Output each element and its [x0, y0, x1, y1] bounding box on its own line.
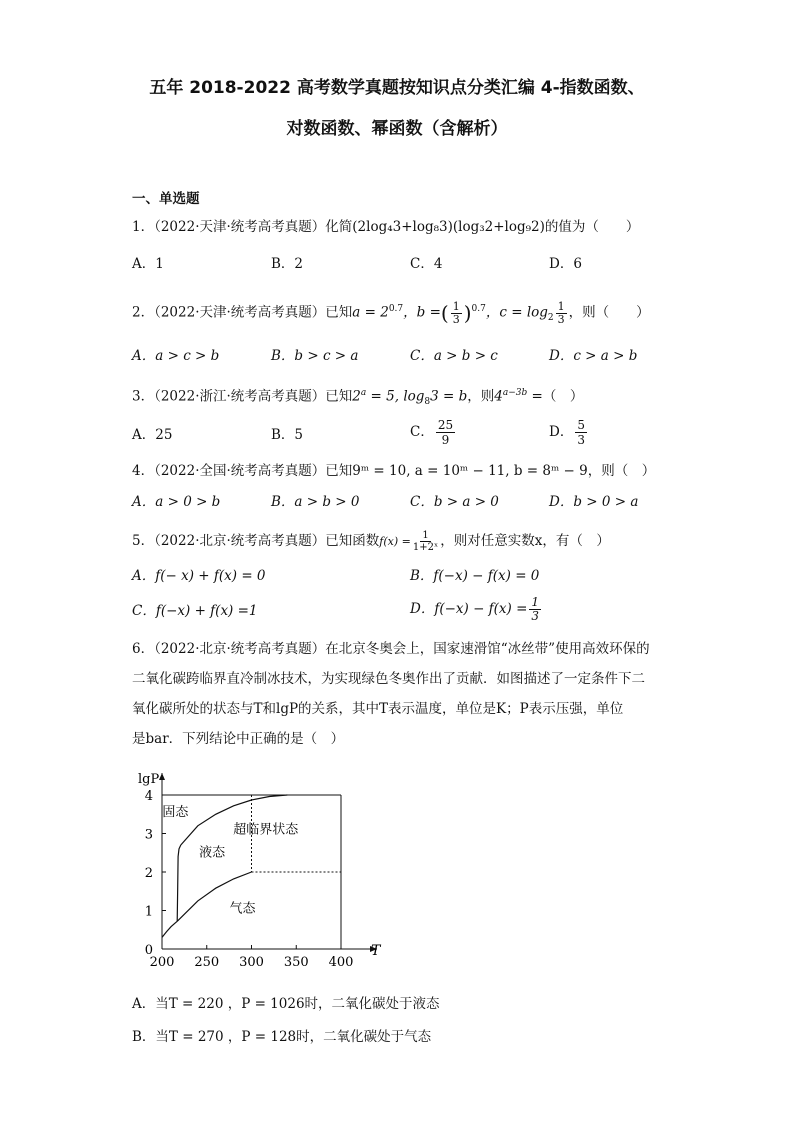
- y-tick-label: 0: [144, 943, 153, 958]
- expr-part: 2: [352, 388, 361, 405]
- region-label: 气态: [229, 901, 256, 917]
- question-2-c-fraction: [556, 301, 567, 326]
- left-paren: (: [440, 301, 449, 325]
- phase-diagram-chart: [128, 763, 388, 973]
- y-axis-label: lgP: [138, 772, 160, 787]
- question-2-prefix: 2．（2022·天津·统考高考真题）已知: [132, 304, 353, 321]
- region-label: 超临界状态: [233, 822, 299, 838]
- y-tick-label: 1: [144, 904, 153, 920]
- fraction-numerator: 5: [577, 418, 585, 432]
- question-3-prefix: 3．（2022·浙江·统考高考真题）已知: [132, 388, 353, 405]
- question-1-option-a: A．1: [132, 256, 164, 272]
- expr-part: 4: [494, 388, 503, 405]
- fraction-denominator: 9: [441, 433, 450, 447]
- question-5-suffix: ，则对任意实数x，有（ ）: [440, 533, 610, 549]
- question-5-prefix: 5．（2022·北京·统考高考真题）已知函数: [132, 533, 380, 549]
- question-4-option-c: C．b > a > 0: [410, 494, 499, 510]
- option-fraction: [529, 596, 541, 623]
- question-6: [132, 634, 672, 754]
- fraction-numerator: 1: [557, 299, 565, 313]
- question-2-option-b: B．b > c > a: [271, 348, 359, 364]
- question-2-b-exponent: 0.7: [471, 304, 486, 314]
- expr-part: 3 = b: [430, 388, 468, 405]
- question-6-option-b: B．当T = 270 ，P = 128时，二氧化碳处于气态: [132, 1029, 432, 1045]
- question-3: [132, 383, 583, 412]
- option-fraction: [436, 418, 455, 447]
- fraction-numerator: 1: [452, 299, 460, 313]
- question-4-option-b: B．a > b > 0: [271, 494, 360, 510]
- y-tick-label: 4: [144, 789, 153, 804]
- series-line: [181, 795, 287, 845]
- question-6-line: 二氧化碳跨临界直冷制冰技术，为实现绿色冬奥作出了贡献．如图描述了一定条件下二: [132, 671, 645, 687]
- question-2-a: a = 2: [352, 304, 389, 321]
- question-1-option-c: C．4: [410, 256, 443, 272]
- question-3-suffix: （ ）: [542, 388, 584, 405]
- question-2-option-c: C．a > b > c: [410, 348, 498, 364]
- question-3-option-c: [410, 418, 457, 447]
- question-4: 4．（2022·全国·统考高考真题）已知9ᵐ = 10, a = 10ᵐ − 11, b = 8ᵐ − 9，则（ ）: [132, 463, 656, 479]
- x-tick-label: 200: [149, 955, 175, 970]
- option-fraction: [575, 418, 587, 447]
- right-paren: ): [463, 301, 472, 325]
- y-axis-arrow: [159, 773, 165, 780]
- x-tick-label: 350: [283, 955, 309, 970]
- series-line: [177, 845, 181, 921]
- question-2-a-exponent: 0.7: [388, 304, 404, 314]
- question-2-c-base: 2: [547, 313, 554, 324]
- question-2-b: ，b =: [403, 304, 441, 321]
- question-5-option-d: [410, 596, 543, 623]
- fraction-denominator: 3: [452, 312, 460, 326]
- question-1-expression: (2log₄3+log₈3)(log₃2+log₉2): [352, 219, 545, 235]
- series-line: [162, 921, 177, 937]
- x-tick-label: 300: [239, 955, 264, 970]
- expr-subscript: 8: [424, 397, 431, 408]
- question-6-line: 是bar．下列结论中正确的是（ ）: [132, 731, 345, 747]
- region-label: 液态: [199, 845, 226, 861]
- expr-part: = 5, log: [366, 388, 425, 405]
- question-5: [132, 530, 610, 553]
- region-label: 固态: [162, 805, 189, 821]
- question-5-option-a: A．f(− x) + f(x) = 0: [132, 568, 266, 584]
- fraction-denominator: 1+2ˣ: [412, 542, 439, 553]
- fraction-denominator: 3: [577, 433, 585, 447]
- question-2-suffix: ，则（ ）: [568, 304, 650, 321]
- section-heading: 一、单选题: [132, 191, 200, 207]
- option-label: D．f(−x) − f(x) =: [410, 601, 528, 617]
- option-label: C．: [410, 424, 434, 440]
- question-4-option-d: D．b > 0 > a: [549, 494, 639, 510]
- question-1-option-d: D．6: [549, 256, 582, 272]
- fraction-numerator: 25: [437, 418, 454, 432]
- fraction-numerator: 1: [422, 530, 429, 541]
- expr-part: =: [527, 388, 543, 405]
- expr-exponent: a: [360, 388, 367, 398]
- expr-part: ，则: [467, 388, 495, 405]
- fraction-denominator: 3: [557, 312, 565, 326]
- question-1-prefix: 1．（2022·天津·统考高考真题）化简: [132, 219, 353, 235]
- fraction-numerator: 1: [531, 595, 540, 609]
- x-axis-label: T: [371, 943, 381, 959]
- function-fraction: [413, 530, 438, 553]
- question-3-option-b: B．5: [271, 427, 304, 443]
- question-5-option-b: B．f(−x) − f(x) = 0: [410, 568, 540, 584]
- option-label: D．: [549, 424, 574, 440]
- question-5-option-c: C．f(−x) + f(x) =1: [132, 603, 258, 619]
- question-6-line: 6．（2022·北京·统考高考真题）在北京冬奥会上，国家速滑馆“冰丝带”使用高效环保的: [132, 641, 650, 657]
- question-2-option-a: A．a > c > b: [132, 348, 220, 364]
- question-4-option-a: A．a > 0 > b: [132, 494, 221, 510]
- page-title-line1: 五年 2018-2022 高考数学真题按知识点分类汇编 4-指数函数、: [149, 78, 645, 98]
- question-6-line: 氧化碳所处的状态与T和lgP的关系，其中T表示温度，单位是K；P表示压强，单位: [132, 701, 624, 717]
- function-label: f(x) =: [379, 535, 411, 548]
- question-3-option-d: [549, 418, 589, 447]
- question-3-option-a: A．25: [132, 427, 173, 443]
- expr-exponent: a−3b: [502, 388, 528, 398]
- question-2-b-fraction: [451, 301, 462, 326]
- y-tick-label: 3: [144, 827, 153, 843]
- question-2-c: ，c = log: [485, 304, 548, 321]
- y-tick-label: 2: [144, 866, 153, 881]
- question-2: [132, 299, 650, 328]
- question-1: [132, 217, 639, 237]
- x-tick-label: 400: [328, 955, 354, 970]
- question-2-option-d: D．c > a > b: [549, 348, 638, 364]
- x-tick-label: 250: [194, 955, 220, 970]
- fraction-denominator: 3: [531, 609, 540, 623]
- page-title-line2: 对数函数、幂函数（含解析）: [286, 119, 508, 139]
- question-1-suffix: 的值为（ ）: [544, 219, 640, 235]
- question-1-option-b: B．2: [271, 256, 304, 272]
- question-6-option-a: A．当T = 220 ，P = 1026时，二氧化碳处于液态: [132, 996, 440, 1012]
